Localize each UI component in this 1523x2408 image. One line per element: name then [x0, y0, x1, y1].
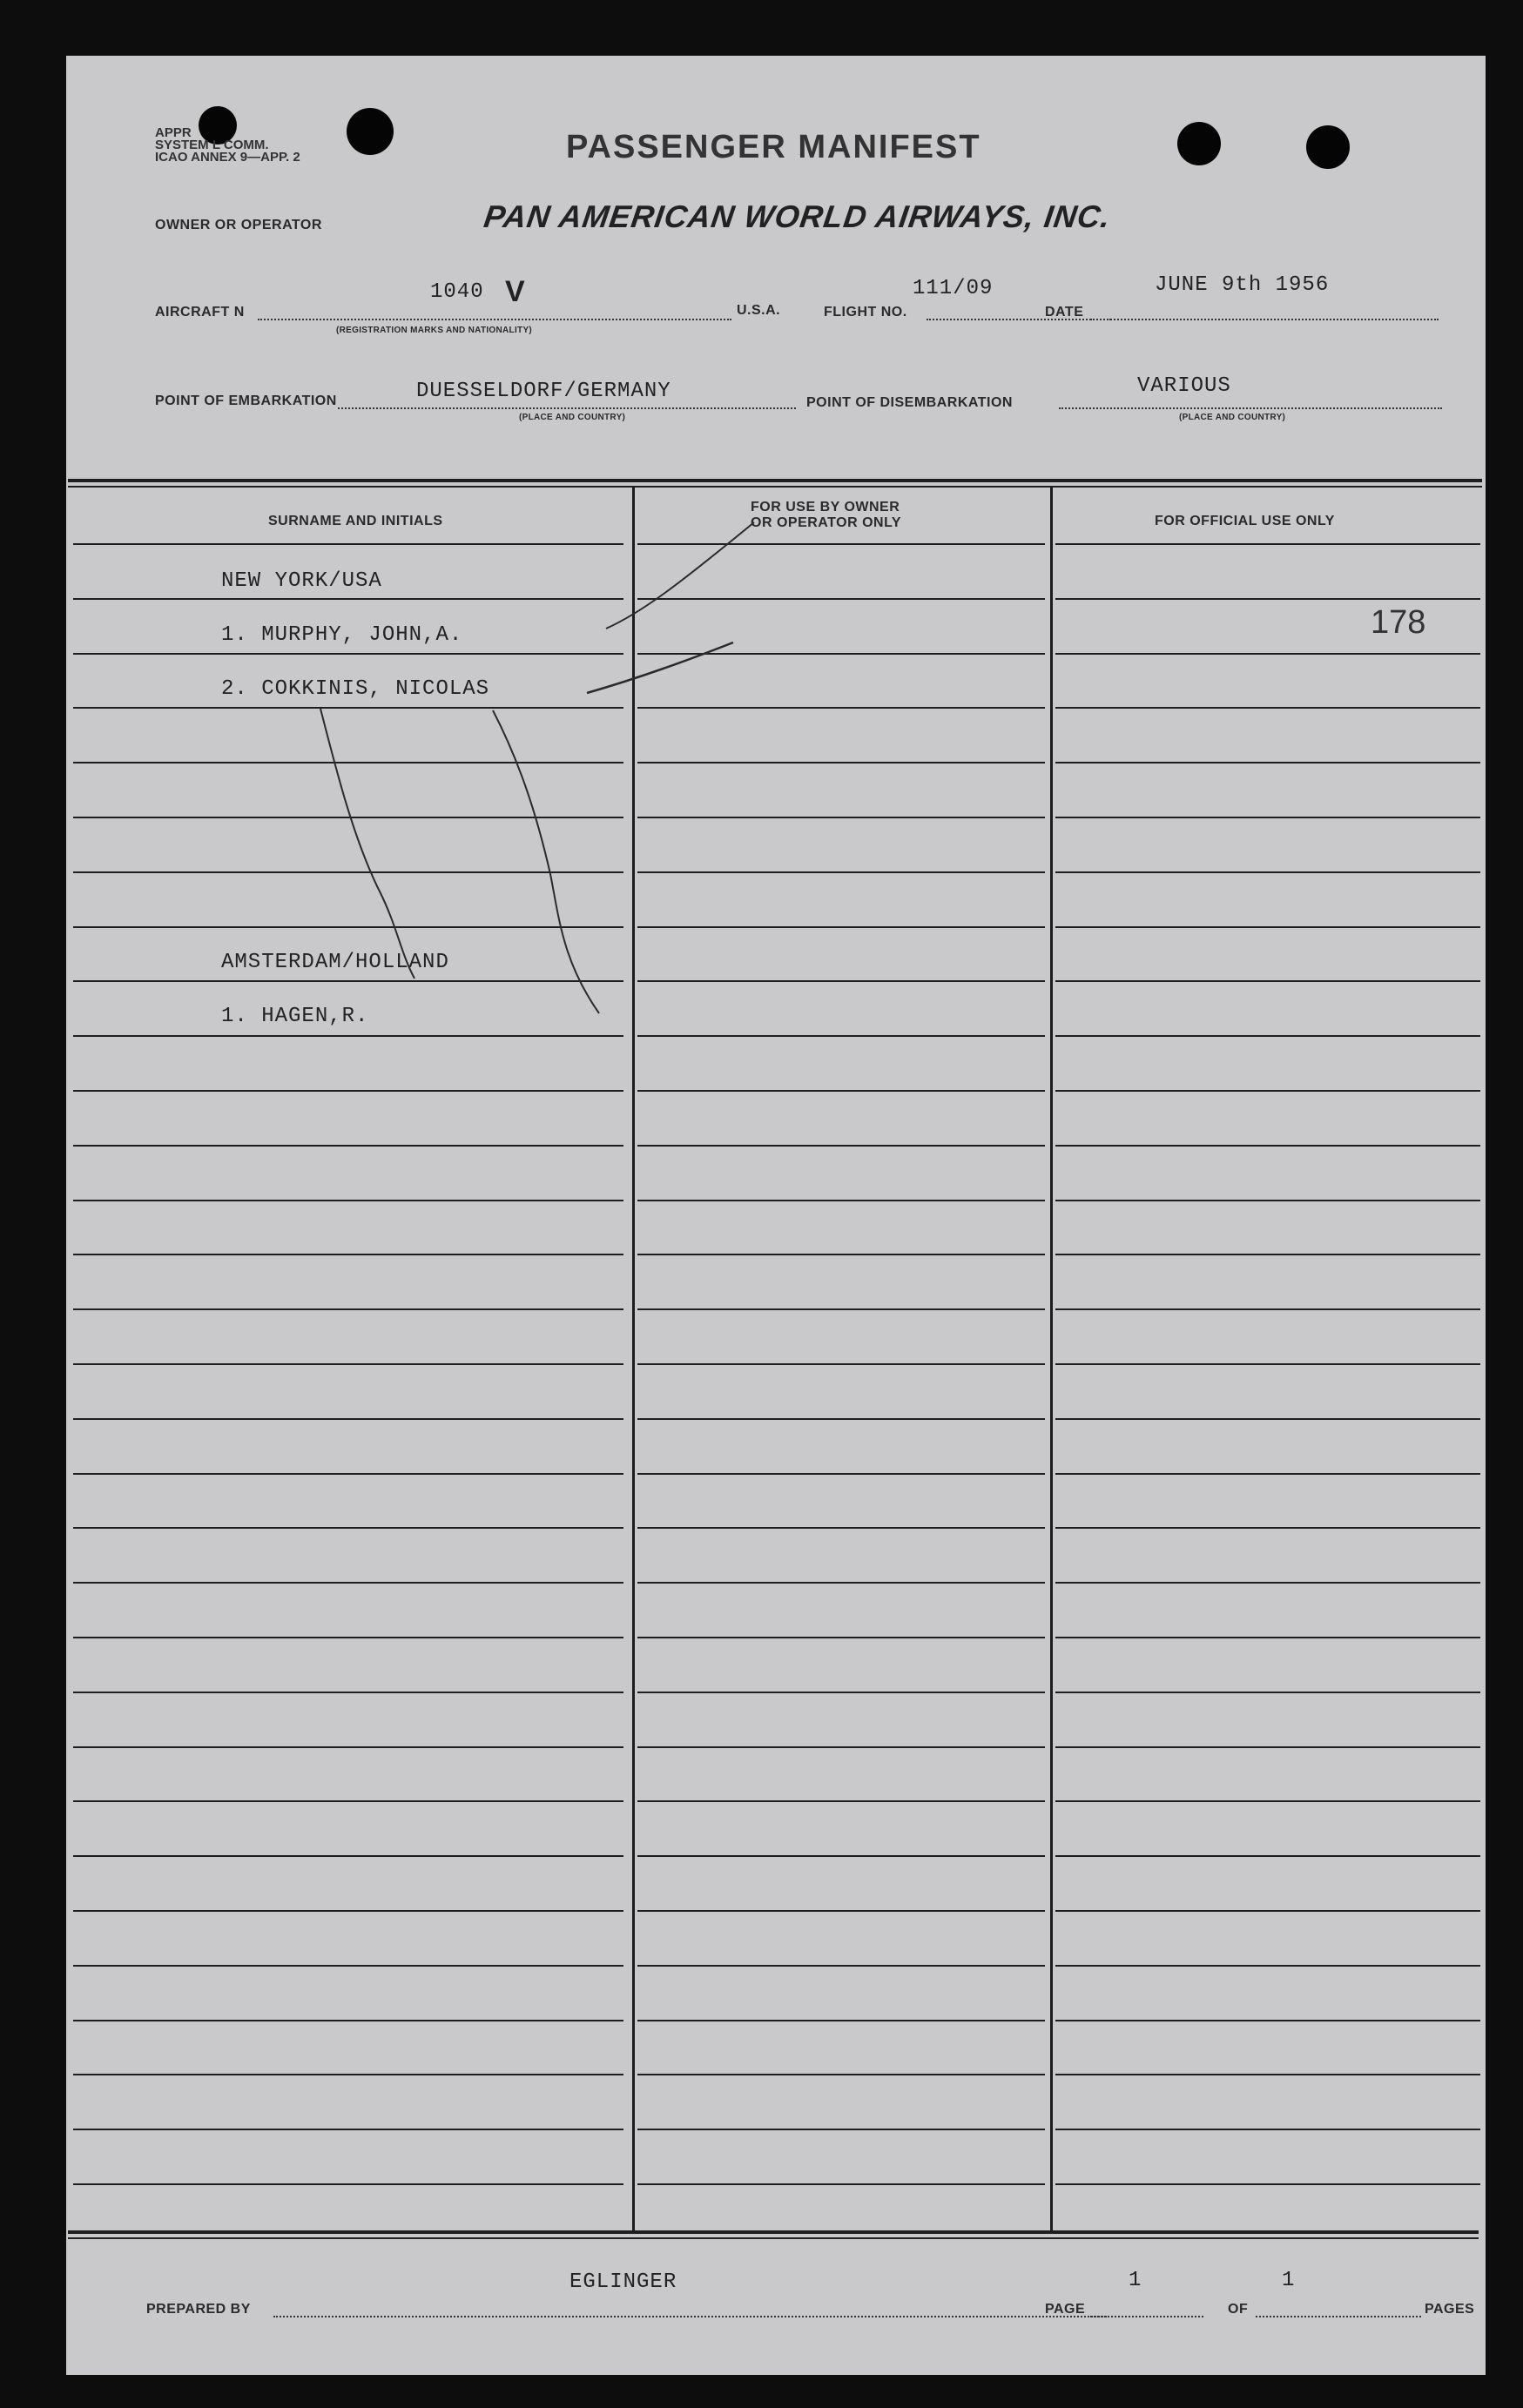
pencil-stroke [587, 642, 733, 693]
column-header-owner: OR OPERATOR ONLY [751, 515, 902, 530]
aircraft-label: AIRCRAFT N [155, 305, 245, 319]
aircraft-number: 1040 [430, 280, 484, 304]
flight-date: JUNE 9th 1956 [1155, 273, 1330, 297]
column-header-owner: FOR USE BY OWNER [751, 500, 900, 515]
page-number: 1 [1129, 2269, 1142, 2292]
aircraft-suffix: V [505, 275, 525, 308]
column-header-official: FOR OFFICIAL USE ONLY [1155, 514, 1335, 528]
pencil-stroke [606, 522, 754, 629]
usa-label: U.S.A. [737, 303, 781, 318]
pages-label: PAGES [1425, 2302, 1475, 2317]
list-item: 2. COKKINIS, NICOLAS [221, 677, 490, 701]
column-header-surname: SURNAME AND INITIALS [268, 514, 443, 528]
list-item: NEW YORK/USA [221, 569, 382, 593]
official-mark: 178 [1371, 604, 1426, 641]
approval-line: APPR [155, 125, 192, 140]
place-country-note: (PLACE AND COUNTRY) [1179, 413, 1286, 422]
of-label: OF [1228, 2302, 1249, 2317]
list-item: 1. HAGEN,R. [221, 1005, 369, 1028]
disembarkation-value: VARIOUS [1137, 374, 1231, 398]
page-title: PASSENGER MANIFEST [566, 129, 981, 165]
page-total: 1 [1282, 2269, 1296, 2292]
airline-name: PAN AMERICAN WORLD AIRWAYS, INC. [482, 198, 1114, 234]
prepared-by-label: PREPARED BY [146, 2302, 251, 2317]
owner-operator-label: OWNER OR OPERATOR [155, 218, 322, 232]
flight-no-label: FLIGHT NO. [824, 305, 907, 319]
embarkation-value: DUESSELDORF/GERMANY [416, 380, 671, 403]
fill-line [1090, 2316, 1203, 2317]
place-country-note: (PLACE AND COUNTRY) [519, 413, 626, 422]
list-item: AMSTERDAM/HOLLAND [221, 951, 449, 974]
pencil-stroke [493, 710, 599, 1013]
approval-line: ICAO ANNEX 9—APP. 2 [155, 150, 300, 165]
pencil-stroke [320, 709, 414, 979]
registration-note: (REGISTRATION MARKS AND NATIONALITY) [336, 326, 533, 335]
table-bottom-rule [68, 2237, 1479, 2239]
approval-line: SYSTEM L COMM. [155, 138, 269, 152]
date-label: DATE [1045, 305, 1084, 319]
pencil-marks [66, 56, 1486, 2375]
prepared-by-value: EGLINGER [569, 2270, 677, 2294]
fill-line [1256, 2316, 1421, 2317]
manifest-sheet [66, 56, 1486, 2375]
table-bottom-rule [68, 2230, 1479, 2234]
page-label: PAGE [1045, 2302, 1086, 2317]
fill-line [273, 2316, 1109, 2317]
disembarkation-label: POINT OF DISEMBARKATION [806, 395, 1013, 410]
list-item: 1. MURPHY, JOHN,A. [221, 623, 463, 647]
embarkation-label: POINT OF EMBARKATION [155, 393, 337, 408]
flight-number: 111/09 [913, 277, 994, 300]
